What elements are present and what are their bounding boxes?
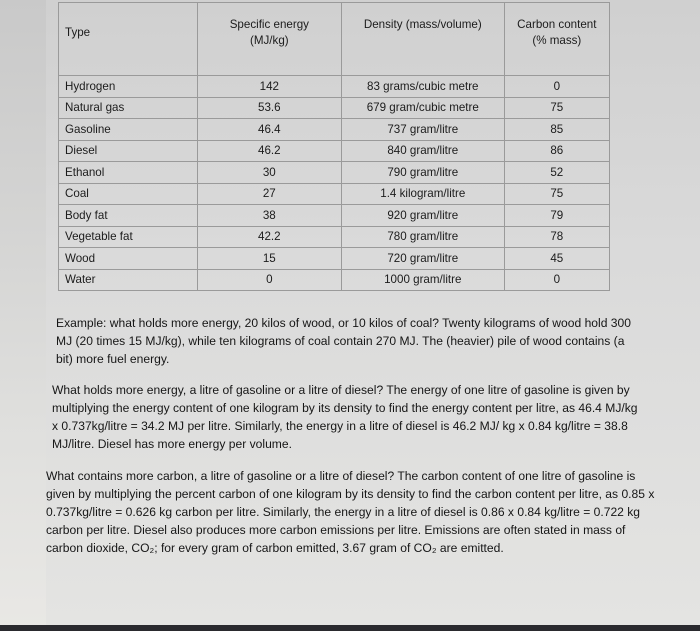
table-row bbox=[59, 119, 610, 141]
cell-energy: 27 bbox=[197, 183, 341, 205]
paragraph-carbon-gasoline-diesel: What contains more carbon, a litre of gasoline or a litre of diesel? The carbon content of one litre of gasoline is given by multiplying the percent carbon of one kilogram by its density to find the carbon content per litre, as 0.85 x 0.737kg/litre = 0.626 kg carbon per litre. Similarly, the energy in a litre of diesel is 0.86 x 0.84 kg/litre = 0.722 kg carbon per litre. Diesel also produces more carbon emissions per litre. Emissions are often stated in mass of carbon dioxide, CO₂; for every gram of carbon emitted, 3.67 gram of CO₂ are emitted. bbox=[46, 469, 655, 556]
cell-type: Ethanol bbox=[59, 162, 198, 184]
cell-energy: 30 bbox=[197, 162, 341, 184]
header-carbon-label: Carbon content bbox=[517, 18, 597, 31]
cell-type: Natural gas bbox=[59, 97, 198, 119]
table-row bbox=[59, 183, 610, 205]
cell-density: 1.4 kilogram/litre bbox=[341, 183, 504, 205]
header-carbon bbox=[504, 3, 609, 76]
cell-energy: 0 bbox=[197, 269, 341, 291]
cell-carbon: 52 bbox=[504, 162, 609, 184]
cell-carbon: 85 bbox=[504, 119, 609, 141]
cell-density: 679 gram/cubic metre bbox=[341, 97, 504, 119]
cell-carbon: 0 bbox=[504, 269, 609, 291]
cell-energy: 15 bbox=[197, 248, 341, 270]
cell-energy: 46.4 bbox=[197, 119, 341, 141]
cell-carbon: 45 bbox=[504, 248, 609, 270]
cell-type: Body fat bbox=[59, 205, 198, 227]
cell-carbon: 75 bbox=[504, 183, 609, 205]
cell-carbon: 75 bbox=[504, 97, 609, 119]
cell-type: Hydrogen bbox=[59, 76, 198, 98]
cell-density: 840 gram/litre bbox=[341, 140, 504, 162]
cell-carbon: 86 bbox=[504, 140, 609, 162]
cell-carbon: 0 bbox=[504, 76, 609, 98]
cell-energy: 46.2 bbox=[197, 140, 341, 162]
cell-density: 920 gram/litre bbox=[341, 205, 504, 227]
header-density: Density (mass/volume) bbox=[341, 3, 504, 76]
cell-density: 780 gram/litre bbox=[341, 226, 504, 248]
cell-type: Diesel bbox=[59, 140, 198, 162]
fuel-energy-table bbox=[58, 2, 610, 291]
cell-type: Gasoline bbox=[59, 119, 198, 141]
screen-bottom-edge bbox=[0, 625, 700, 631]
cell-energy: 38 bbox=[197, 205, 341, 227]
table-row bbox=[59, 76, 610, 98]
paragraph-example-wood-coal: Example: what holds more energy, 20 kilos of wood, or 10 kilos of coal? Twenty kilograms of wood hold 300 MJ (20 times 15 MJ/kg), while ten kilograms of coal contain 270 MJ. The (heavier) pile of wood contains (a bit) more fuel energy. bbox=[56, 316, 631, 367]
table-row bbox=[59, 140, 610, 162]
table-row bbox=[59, 269, 610, 291]
cell-type: Vegetable fat bbox=[59, 226, 198, 248]
header-specific-energy-unit: (MJ/kg) bbox=[249, 34, 289, 47]
cell-type: Coal bbox=[59, 183, 198, 205]
table-header-row bbox=[59, 3, 610, 76]
table-row bbox=[59, 226, 610, 248]
header-specific-energy-label: Specific energy bbox=[229, 18, 309, 31]
table-row bbox=[59, 162, 610, 184]
cell-carbon: 78 bbox=[504, 226, 609, 248]
cell-energy: 53.6 bbox=[197, 97, 341, 119]
header-type: Type bbox=[59, 3, 198, 76]
cell-type: Water bbox=[59, 269, 198, 291]
cell-type: Wood bbox=[59, 248, 198, 270]
table-row bbox=[59, 97, 610, 119]
cell-density: 83 grams/cubic metre bbox=[341, 76, 504, 98]
header-carbon-unit: (% mass) bbox=[532, 34, 582, 47]
cell-density: 1000 gram/litre bbox=[341, 269, 504, 291]
cell-density: 720 gram/litre bbox=[341, 248, 504, 270]
cell-density: 790 gram/litre bbox=[341, 162, 504, 184]
table-row bbox=[59, 248, 610, 270]
cell-energy: 42.2 bbox=[197, 226, 341, 248]
cell-energy: 142 bbox=[197, 76, 341, 98]
cell-carbon: 79 bbox=[504, 205, 609, 227]
cell-density: 737 gram/litre bbox=[341, 119, 504, 141]
header-specific-energy bbox=[197, 3, 341, 76]
table-row bbox=[59, 205, 610, 227]
paragraph-energy-gasoline-diesel: What holds more energy, a litre of gasoline or a litre of diesel? The energy of one litre of gasoline is given by multiplying the energy content of one kilogram by its density to find the energy content per litre, as 46.4 MJ/kg x 0.737kg/litre = 34.2 MJ per litre. Similarly, the energy in a litre of diesel is 46.2 MJ/ kg x 0.84 kg/litre = 38.8 MJ/litre. Diesel has more energy per volume. bbox=[52, 383, 638, 452]
